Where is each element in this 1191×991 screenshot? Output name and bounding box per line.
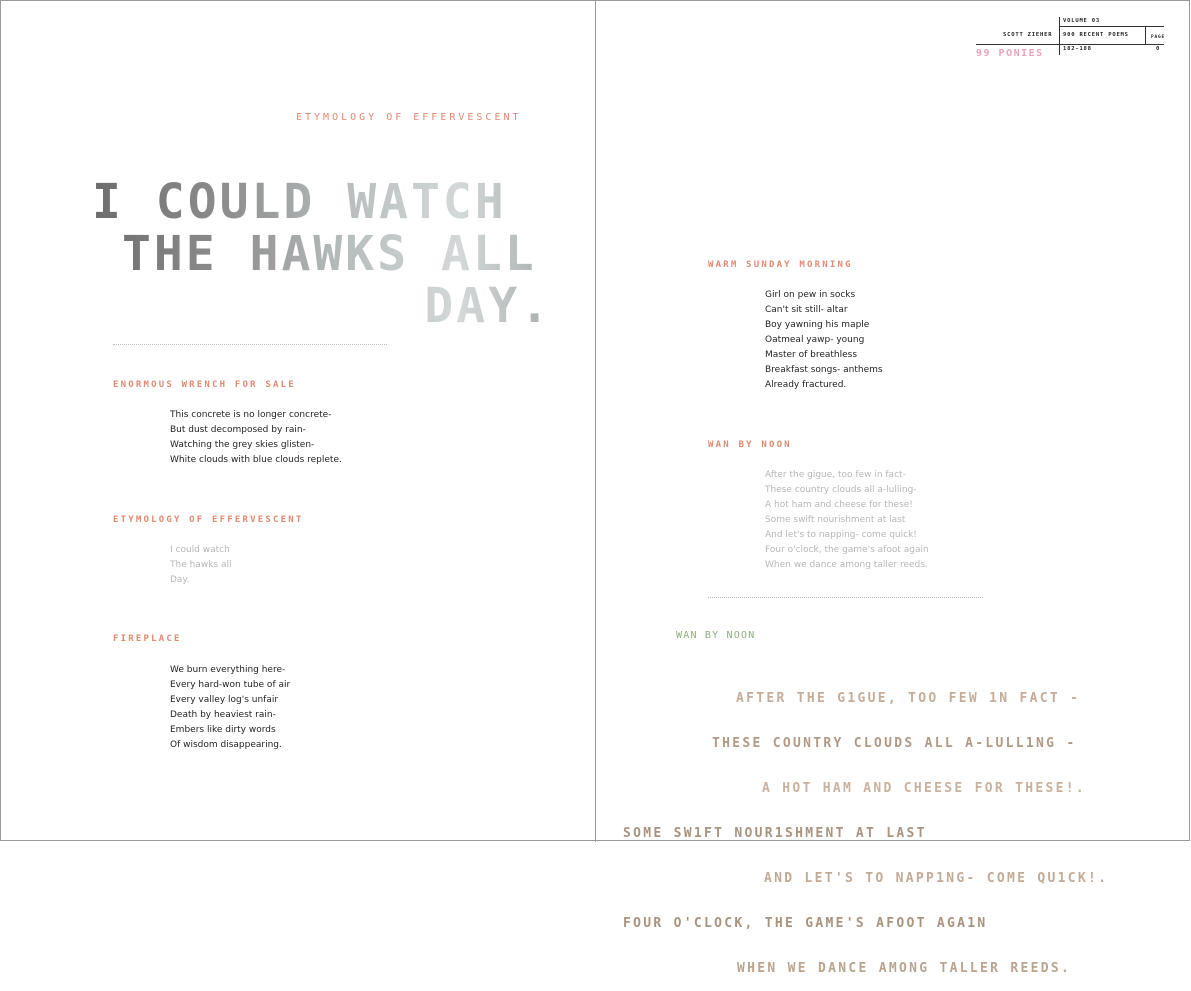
poem-line: These country clouds all a-lulling- [765, 485, 917, 495]
poem-line: A hot ham and cheese for these! [765, 500, 913, 510]
header-rule [976, 44, 1164, 45]
poem-line: Four o'clock, the game's afoot again [765, 545, 929, 555]
headline-line: I COULD WATCH [92, 174, 507, 230]
display-line: WHEN WE DANCE AMONG TALLER REEDS. [737, 961, 1072, 976]
display-line: FOUR O'CLOCK, THE GAME'S AFOOT AGA1N [623, 916, 988, 931]
display-title: WAN BY NOON [676, 630, 756, 641]
poem-line: Oatmeal yawp- young [765, 335, 865, 345]
poem-line: But dust decomposed by rain- [170, 425, 306, 435]
poem-line: Day. [170, 575, 190, 585]
header-page-label: PAGE [1151, 35, 1166, 40]
header-rule [1145, 26, 1146, 44]
poem-line: Embers like dirty words [170, 725, 276, 735]
header-rule [1059, 26, 1164, 27]
display-line: SOME SW1FT NOUR1SHMENT AT LAST [623, 826, 927, 841]
poem-line: Can't sit still- altar [765, 305, 848, 315]
poem-line: Already fractured. [765, 380, 847, 390]
poem-line: We burn everything here- [170, 665, 286, 675]
divider [113, 344, 387, 345]
headline [92, 176, 552, 332]
poem-line: Boy yawning his maple [765, 320, 870, 330]
poem-line: Death by heaviest rain- [170, 710, 276, 720]
poem-line: This concrete is no longer concrete- [170, 410, 332, 420]
page-gutter [595, 0, 596, 842]
header-page-number: 0 [1156, 46, 1161, 52]
poem-line: After the gigue, too few in fact- [765, 470, 906, 480]
section-title: WARM SUNDAY MORNING [708, 260, 853, 270]
poem-line: Breakfast songs- anthems [765, 365, 883, 375]
section-title: FIREPLACE [113, 634, 182, 644]
header-range: 182-188 [1063, 46, 1092, 52]
display-poem [623, 661, 1108, 991]
poem-body [170, 663, 290, 753]
header-volume: VOLUME 03 [1063, 18, 1101, 24]
poem-line: Girl on pew in socks [765, 290, 856, 300]
poem-line: Master of breathless [765, 350, 858, 360]
poem-line: Of wisdom disappearing. [170, 740, 282, 750]
header-collection: 900 RECENT POEMS [1063, 32, 1129, 38]
header-rule [1059, 17, 1060, 55]
section-title: WAN BY NOON [708, 440, 792, 450]
poem-line: Every hard-won tube of air [170, 680, 291, 690]
poem-line: Some swift nourishment at last [765, 515, 906, 525]
display-line: AFTER THE G1GUE, TOO FEW 1N FACT - [736, 691, 1081, 706]
poem-line: White clouds with blue clouds replete. [170, 455, 342, 465]
poem-line: Every valley log's unfair [170, 695, 279, 705]
poem-line: Watching the grey skies glisten- [170, 440, 315, 450]
headline-line: DAY. [424, 278, 552, 334]
header-author: SCOTT ZIEHER [1003, 32, 1053, 38]
divider [708, 597, 983, 598]
poem-line: When we dance among taller reeds. [765, 560, 928, 570]
section-title: ENORMOUS WRENCH FOR SALE [113, 380, 296, 390]
poem-line: And let's to napping- come quick! [765, 530, 917, 540]
headline-line: THE HAWKS ALL [122, 226, 537, 282]
poem-body [170, 408, 342, 468]
poem-line: I could watch [170, 545, 230, 555]
display-line: AND LET'S TO NAPP1NG- COME QU1CK!. [764, 871, 1109, 886]
poem-line: The hawks all [170, 560, 232, 570]
display-line: A HOT HAM AND CHEESE FOR THESE!. [762, 781, 1087, 796]
poem-body [765, 288, 883, 393]
top-section-title: ETYMOLOGY OF EFFERVESCENT [296, 112, 522, 123]
poem-body [170, 543, 231, 588]
poem-body [765, 468, 929, 573]
section-title: ETYMOLOGY OF EFFERVESCENT [113, 515, 304, 525]
display-line: THESE COUNTRY CLOUDS ALL A-LULL1NG - [712, 736, 1077, 751]
brand-logo: 99 PONIES [976, 48, 1044, 59]
